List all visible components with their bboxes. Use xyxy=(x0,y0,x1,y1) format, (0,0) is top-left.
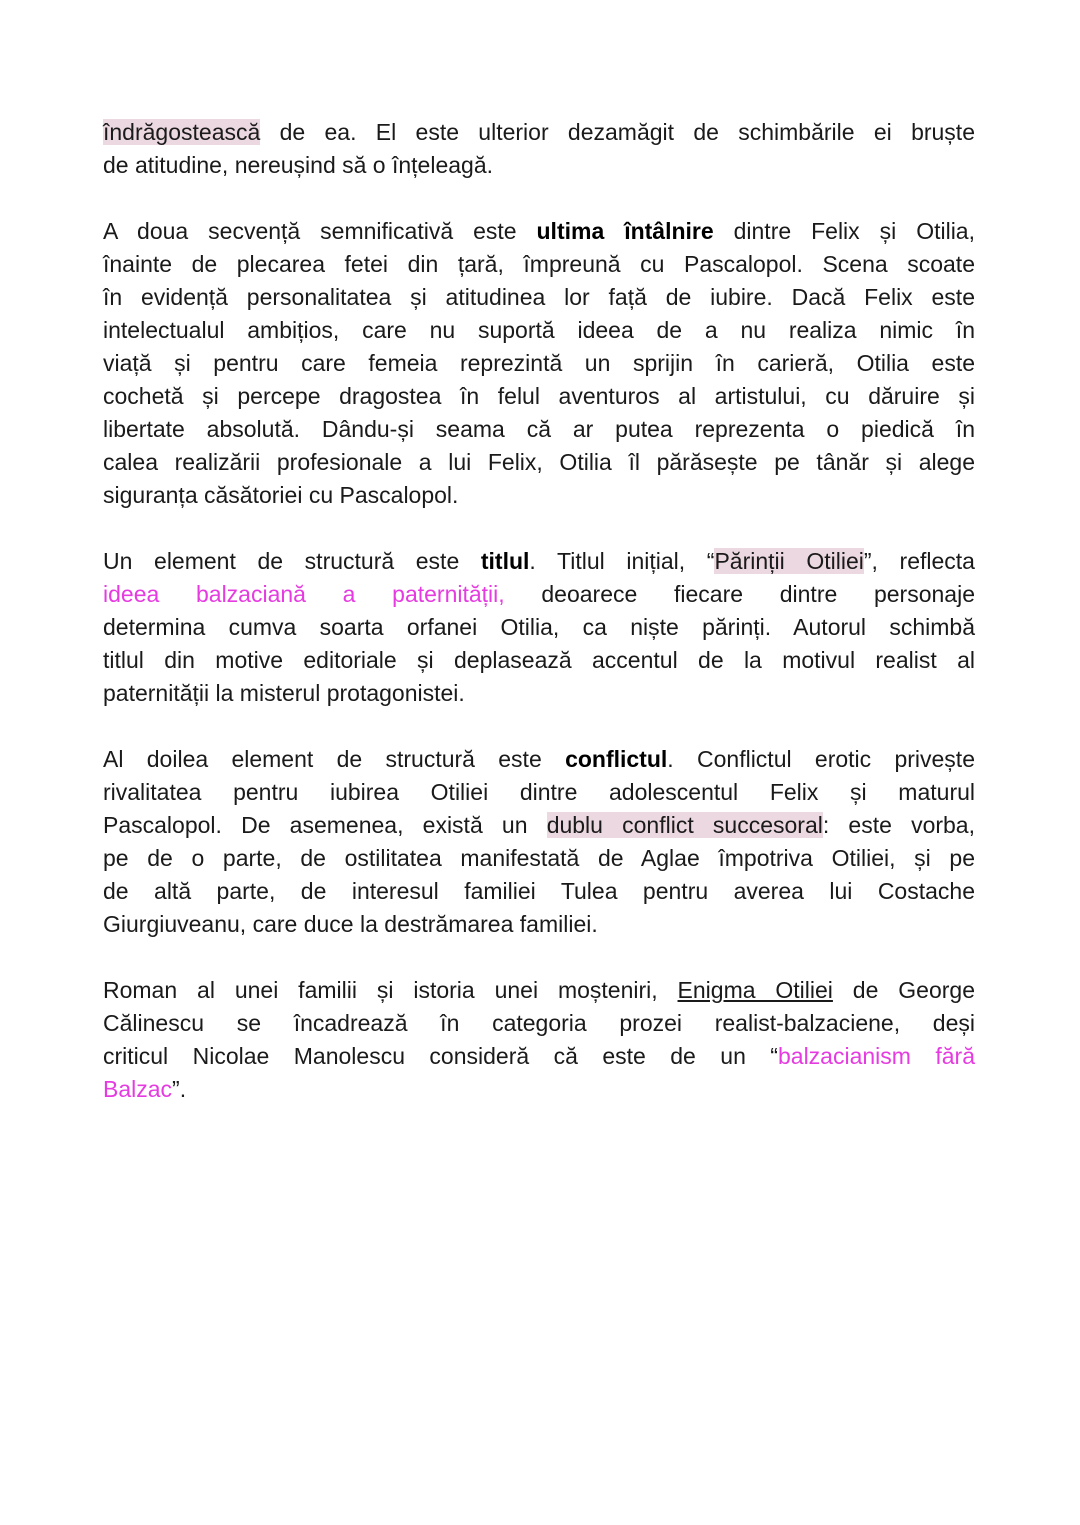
text-line xyxy=(103,116,975,149)
text-segment: în evidență personalitatea și atitudinea lor față de iubire. Dacă Felix este xyxy=(103,284,975,310)
bold-term: titlul xyxy=(480,548,530,574)
text-segment: titlul din motive editoriale și deplasează accentul de la motivul realist al xyxy=(103,647,975,673)
text-line xyxy=(103,611,975,644)
text-line xyxy=(103,545,975,578)
text-segment: libertate absolută. Dându-și seama că ar putea reprezenta o piedică în xyxy=(103,416,975,442)
text-segment: dintre Felix și Otilia, xyxy=(713,218,975,244)
text-segment: Un element de structură este xyxy=(103,548,481,574)
text-line xyxy=(103,875,975,908)
text-segment: viață și pentru care femeia reprezintă un sprijin în carieră, Otilia este xyxy=(103,350,975,376)
highlighted-text: dublu conflict succesoral xyxy=(546,812,823,838)
paragraph xyxy=(103,545,975,710)
text-segment: de ea. El este ulterior dezamăgit de schimbările ei bruște xyxy=(260,119,975,145)
text-segment: deoarece fiecare dintre personaje xyxy=(504,581,975,607)
text-segment: determina cumva soarta orfanei Otilia, ca niște părinți. Autorul schimbă xyxy=(103,614,975,640)
text-line xyxy=(103,281,975,314)
text-segment: intelectualul ambițios, care nu suportă ideea de a nu realiza nimic în xyxy=(103,317,975,343)
bold-term: ultima întâlnire xyxy=(536,218,714,244)
text-segment: Roman al unei familii și istoria unei moșteniri, xyxy=(103,977,678,1003)
text-segment: Călinescu se încadrează în categoria prozei realist-balzaciene, deși xyxy=(103,1010,975,1036)
text-line xyxy=(103,1007,975,1040)
text-line xyxy=(103,677,975,710)
text-line xyxy=(103,908,975,941)
text-segment: siguranța căsătoriei cu Pascalopol. xyxy=(103,482,459,508)
text-line xyxy=(103,776,975,809)
text-line xyxy=(103,446,975,479)
text-line xyxy=(103,578,975,611)
text-line xyxy=(103,1073,975,1106)
text-segment: înainte de plecarea fetei din țară, împreună cu Pascalopol. Scena scoate xyxy=(103,251,975,277)
highlighted-text: îndrăgostească xyxy=(103,119,261,145)
text-line xyxy=(103,1040,975,1073)
paragraph xyxy=(103,215,975,512)
paragraph xyxy=(103,116,975,182)
text-line xyxy=(103,314,975,347)
text-line xyxy=(103,743,975,776)
bold-term: conflictul xyxy=(565,746,668,772)
text-segment: de atitudine, nereușind să o înțeleagă. xyxy=(103,152,494,178)
text-segment: rivalitatea pentru iubirea Otiliei dintre adolescentul Felix și maturul xyxy=(103,779,975,805)
text-line xyxy=(103,380,975,413)
text-segment: calea realizării profesionale a lui Felix, Otilia îl părăsește pe tânăr și alege xyxy=(103,449,975,475)
text-segment: : este vorba, xyxy=(822,812,975,838)
paragraph xyxy=(103,974,975,1106)
text-line xyxy=(103,248,975,281)
text-segment: de altă parte, de interesul familiei Tulea pentru averea lui Costache xyxy=(103,878,975,904)
text-line xyxy=(103,842,975,875)
text-segment: ”. xyxy=(172,1076,187,1102)
text-line xyxy=(103,809,975,842)
text-segment: Pascalopol. De asemenea, există un xyxy=(103,812,547,838)
document-body xyxy=(103,116,975,1139)
accent-quote: balzacianism fără xyxy=(777,1043,976,1069)
highlighted-text: Părinții Otiliei xyxy=(714,548,864,574)
text-line xyxy=(103,644,975,677)
text-segment: . Conflictul erotic privește xyxy=(667,746,975,772)
text-segment: Al doilea element de structură este xyxy=(103,746,566,772)
text-line xyxy=(103,149,975,182)
text-line xyxy=(103,215,975,248)
text-line xyxy=(103,347,975,380)
text-line xyxy=(103,479,975,512)
text-line xyxy=(103,974,975,1007)
text-segment: Giurgiuveanu, care duce la destrămarea familiei. xyxy=(103,911,598,937)
text-segment: criticul Nicolae Manolescu consideră că este de un “ xyxy=(103,1043,778,1069)
paragraph xyxy=(103,743,975,941)
text-segment: . Titlul inițial, “ xyxy=(529,548,715,574)
text-segment: paternității la misterul protagonistei. xyxy=(103,680,465,706)
text-line xyxy=(103,413,975,446)
accent-quote: Balzac xyxy=(103,1076,173,1102)
text-segment: de George xyxy=(832,977,975,1003)
text-segment: pe de o parte, de ostilitatea manifestată de Aglae împotriva Otiliei, și pe xyxy=(103,845,975,871)
text-segment: ”, reflecta xyxy=(863,548,975,574)
underlined-title: Enigma Otiliei xyxy=(677,977,833,1003)
text-segment: cochetă și percepe dragostea în felul aventuros al artistului, cu dăruire și xyxy=(103,383,975,409)
text-segment: A doua secvență semnificativă este xyxy=(103,218,537,244)
accent-quote: ideea balzaciană a paternității, xyxy=(103,581,505,607)
